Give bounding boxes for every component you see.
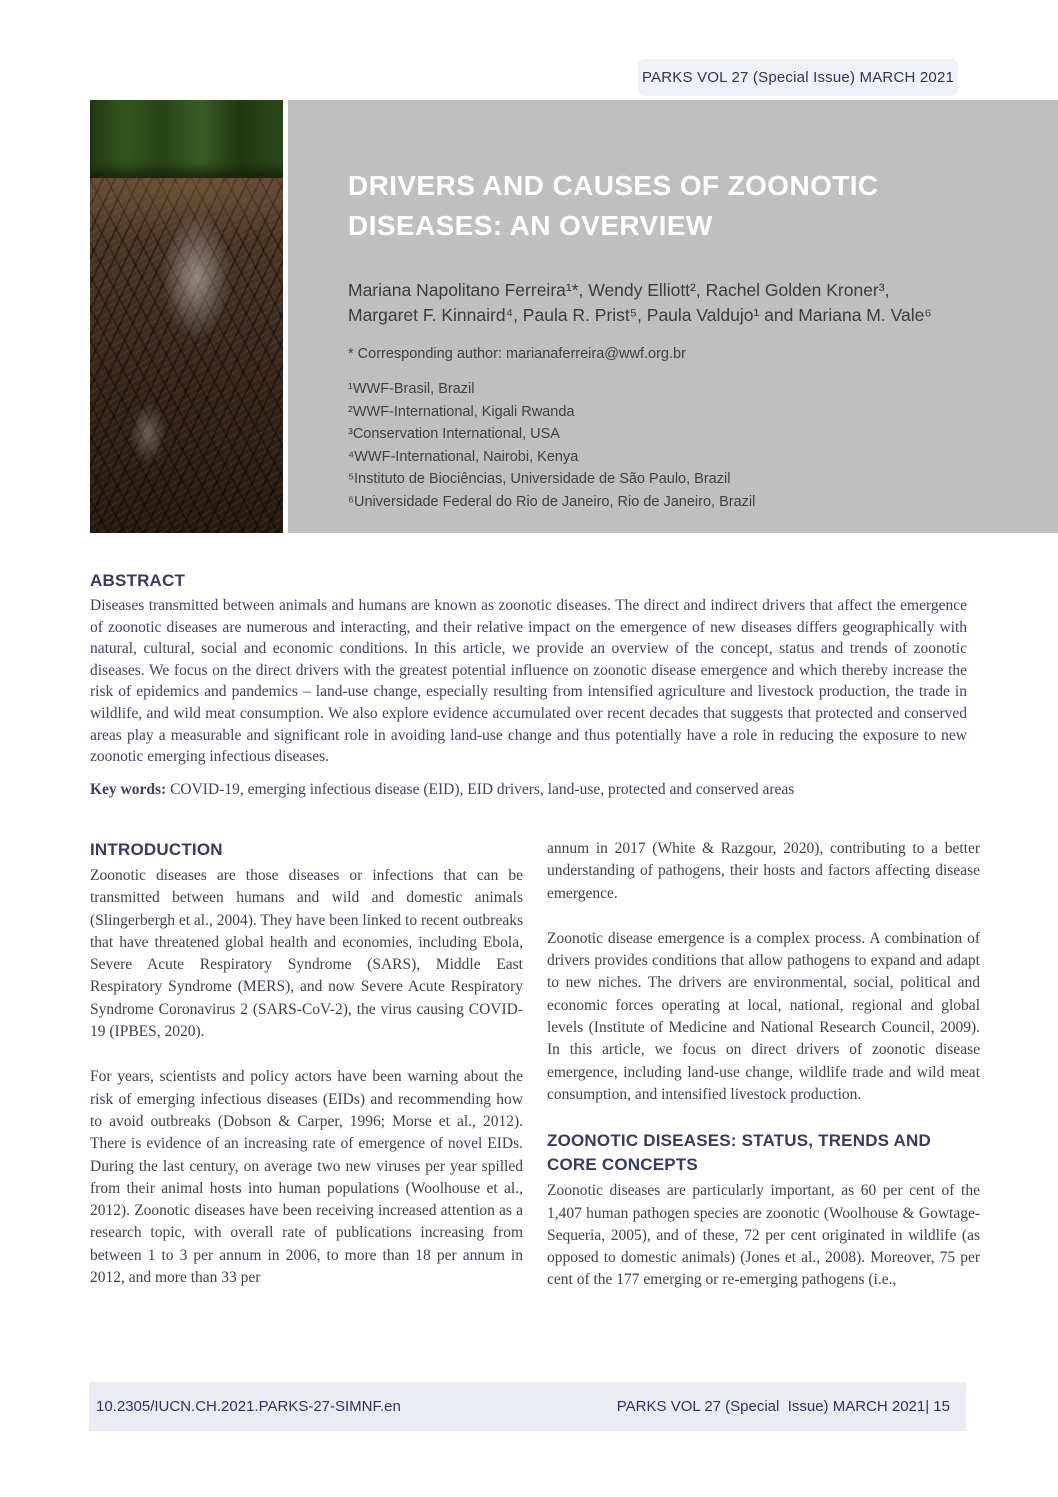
photo-burned-ground: [90, 178, 283, 533]
affiliation-item: ⁵Instituto de Biociências, Universidade de São Paulo, Brazil: [348, 471, 731, 487]
abstract-heading: ABSTRACT: [90, 571, 186, 590]
paragraph: For years, scientists and policy actors have been warning about the risk of emerging infectious diseases (EIDs) and recommending how to avoid outbreaks (Dobson & Carper, 1996; Morse et al., 2012). There is evidence of an increasing rate of emergence of novel EIDs. During the last century, on average two new viruses per year spilled from their animal hosts into human populations (Woolhouse et al., 2012). Zoonotic diseases have been receiving increased attention as a research topic, with overall rate of publications increasing from between 1 to 3 per annum in 2006, to more than 18 per annum in 2012, and more than 33 per: [90, 1068, 523, 1287]
article-title-line-1: DRIVERS AND CAUSES OF ZOONOTIC: [348, 170, 879, 201]
affiliation-item: ⁶Universidade Federal do Rio de Janeiro, Rio de Janeiro, Brazil: [348, 493, 756, 510]
right-column: [547, 838, 980, 1292]
status-trends-heading: ZOONOTIC DISEASES: STATUS, TRENDS AND CORE CONCEPTS: [547, 1131, 931, 1175]
corresponding-author: * Corresponding author: marianaferreira@wwf.org.br: [348, 346, 686, 362]
keywords-label: Key words:: [90, 780, 167, 798]
author-line-2: Margaret F. Kinnaird⁴, Paula R. Prist⁵, Paula Valdujo¹ and Mariana M. Vale⁶: [348, 305, 932, 325]
author-line-1: Mariana Napolitano Ferreira¹*, Wendy Elliott², Rachel Golden Kroner³,: [348, 280, 890, 300]
left-column: [90, 838, 523, 1292]
footer-issue-page: PARKS VOL 27 (Special Issue) MARCH 2021| 15: [616, 1398, 950, 1415]
affiliation-list: [348, 378, 1018, 513]
affiliation-item: ⁴WWF-International, Nairobi, Kenya: [348, 448, 579, 465]
affiliation-item: ³Conservation International, USA: [348, 426, 560, 442]
keywords-text: COVID-19, emerging infectious disease (EID), EID drivers, land-use, protected and conserved areas: [166, 780, 795, 798]
article-body-columns: [90, 838, 980, 1292]
footer-bar: [89, 1382, 966, 1431]
introduction-heading: INTRODUCTION: [90, 840, 223, 859]
paragraph: annum in 2017 (White & Razgour, 2020), contributing to a better understanding of pathogens, their hosts and factors affecting disease emergence.: [547, 840, 980, 902]
issue-badge: [638, 59, 958, 96]
affiliation-item: ²WWF-International, Kigali Rwanda: [348, 403, 575, 420]
article-title-line-2: DISEASES: AN OVERVIEW: [348, 210, 713, 241]
paragraph: Zoonotic diseases are particularly important, as 60 per cent of the 1,407 human pathogen species are zoonotic (Woolhouse & Gowtage-Sequeria, 2005), and of these, 72 per cent originated in wildlife (as opposed to domestic animals) (Jones et al., 2008). Moreover, 75 per cent of the 177 emerging or re-emerging pathogens (i.e.,: [547, 1182, 980, 1289]
article-title: [348, 166, 1018, 246]
abstract-section: [90, 571, 967, 799]
author-list: [348, 278, 1018, 328]
header-gray-panel: [288, 100, 1058, 533]
abstract-body: Diseases transmitted between animals and humans are known as zoonotic diseases. The direct and indirect drivers that affect the emergence of zoonotic diseases are numerous and interacting, and their relative impact on the emergence of new diseases differs geographically with natural, cultural, social and economic conditions. In this article, we provide an overview of the concept, status and trends of zoonotic diseases. We focus on the direct drivers with the greatest potential influence on zoonotic disease emergence and which thereby increase the risk of epidemics and pandemics – land-use change, especially resulting from intensified agriculture and livestock production, the trade in wildlife, and wild meat consumption. We also explore evidence accumulated over recent decades that suggests that protected and conserved areas play a measurable and significant role in avoiding land-use change and thus potentially have a role in reducing the exposure to new zoonotic emerging infectious diseases.: [90, 597, 967, 766]
issue-badge-text: PARKS VOL 27 (Special Issue) MARCH 2021: [641, 69, 955, 86]
footer-doi: 10.2305/IUCN.CH.2021.PARKS-27-SIMNF.en: [96, 1398, 401, 1415]
deforestation-photo: [90, 100, 283, 533]
affiliation-item: ¹WWF-Brasil, Brazil: [348, 381, 475, 397]
keywords-line: [90, 781, 967, 799]
paragraph: Zoonotic disease emergence is a complex process. A combination of drivers provides conditions that allow pathogens to expand and adapt to new niches. The drivers are environmental, social, political and economic forces operating at local, national, regional and global levels (Institute of Medicine and National Research Council, 2009). In this article, we focus on direct drivers of zoonotic disease emergence, including land-use change, wildlife trade and wild meat consumption, and intensified livestock production.: [547, 929, 980, 1103]
paragraph: Zoonotic diseases are those diseases or infections that can be transmitted between humans and wild and domestic animals (Slingerbergh et al., 2004). They have been linked to recent outbreaks that have threatened global health and economies, including Ebola, Severe Acute Respiratory Syndrome (SARS), Middle East Respiratory Syndrome (MERS), and now Severe Acute Respiratory Syndrome Coronavirus 2 (SARS-CoV-2), the virus causing COVID-19 (IPBES, 2020).: [90, 867, 523, 1041]
photo-forest-canopy: [90, 100, 283, 178]
